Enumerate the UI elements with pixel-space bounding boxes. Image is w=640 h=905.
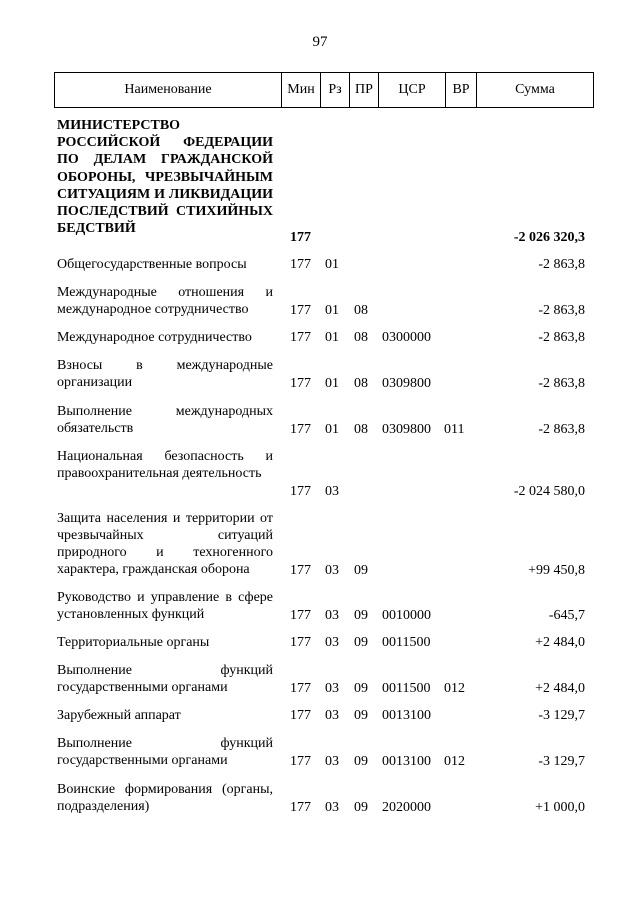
row-rz: 03 [325, 563, 339, 578]
table-row [0, 256, 640, 273]
table-row [0, 329, 640, 346]
row-pr: 09 [354, 708, 368, 723]
row-pr: 09 [354, 563, 368, 578]
row-name: Взносы в международные организации [57, 358, 273, 390]
row-sum: -2 863,8 [538, 376, 585, 391]
row-csr: 0010000 [382, 608, 431, 623]
row-csr: 0013100 [382, 708, 431, 723]
row-sum: +1 000,0 [535, 800, 585, 815]
row-rz: 01 [325, 376, 339, 391]
table-row [0, 735, 640, 770]
row-rz: 03 [325, 484, 339, 499]
row-name: МИНИСТЕРСТВО РОССИЙСКОЙ ФЕДЕРАЦИИ ПО ДЕЛАМ ГРАЖДАНСКОЙ ОБОРОНЫ, ЧРЕЗВЫЧАЙНЫМ СИТУАЦИЯМ И ЛИКВИДАЦИИ ПОСЛЕДСТВИЙ СТИХИЙНЫХ БЕДСТВИЙ [57, 118, 273, 237]
row-name: Международные отношения и международное сотрудничество [57, 285, 273, 317]
header-rz: Рз [321, 73, 350, 108]
row-vr: 011 [444, 422, 465, 437]
table-row [0, 707, 640, 724]
row-csr: 0011500 [382, 635, 431, 650]
row-rz: 03 [325, 800, 339, 815]
row-min: 177 [290, 376, 311, 391]
row-rz: 01 [325, 330, 339, 345]
row-sum: -2 863,8 [538, 330, 585, 345]
row-pr: 09 [354, 608, 368, 623]
header-name: Наименование [55, 73, 282, 108]
row-rz: 03 [325, 708, 339, 723]
row-name: Зарубежный аппарат [57, 708, 181, 723]
row-rz: 03 [325, 635, 339, 650]
table-header [54, 72, 594, 108]
row-name: Международное сотрудничество [57, 330, 252, 345]
row-min: 177 [290, 230, 311, 245]
row-sum: -2 863,8 [538, 257, 585, 272]
row-sum: -2 024 580,0 [513, 484, 585, 499]
table-row [0, 510, 640, 579]
row-rz: 03 [325, 681, 339, 696]
row-rz: 03 [325, 754, 339, 769]
header-sum: Сумма [477, 73, 594, 108]
header-pr: ПР [350, 73, 379, 108]
table-row [0, 448, 640, 500]
table-row [0, 117, 640, 246]
row-min: 177 [290, 635, 311, 650]
table-row [0, 589, 640, 624]
row-sum: -2 863,8 [538, 303, 585, 318]
row-name: Выполнение функций государственными органами [57, 736, 273, 768]
row-sum: -3 129,7 [538, 708, 585, 723]
row-sum: +99 450,8 [528, 563, 585, 578]
row-csr: 0013100 [382, 754, 431, 769]
row-sum: +2 484,0 [535, 635, 585, 650]
row-csr: 0309800 [382, 422, 431, 437]
row-csr: 2020000 [382, 800, 431, 815]
row-name: Территориальные органы [57, 635, 210, 650]
table-row [0, 403, 640, 438]
page-number: 97 [312, 34, 328, 50]
row-pr: 09 [354, 635, 368, 650]
row-pr: 08 [354, 330, 368, 345]
row-sum: -3 129,7 [538, 754, 585, 769]
row-vr: 012 [444, 754, 465, 769]
row-min: 177 [290, 681, 311, 696]
row-pr: 09 [354, 754, 368, 769]
row-min: 177 [290, 608, 311, 623]
row-min: 177 [290, 257, 311, 272]
row-min: 177 [290, 422, 311, 437]
row-rz: 01 [325, 303, 339, 318]
row-csr: 0309800 [382, 376, 431, 391]
row-min: 177 [290, 708, 311, 723]
row-csr: 0011500 [382, 681, 431, 696]
row-pr: 09 [354, 681, 368, 696]
row-sum: -2 863,8 [538, 422, 585, 437]
row-rz: 03 [325, 608, 339, 623]
row-sum: -2 026 320,3 [513, 230, 585, 245]
row-sum: -645,7 [548, 608, 585, 623]
row-sum: +2 484,0 [535, 681, 585, 696]
table-row [0, 662, 640, 697]
header-vr: ВР [446, 73, 477, 108]
row-min: 177 [290, 754, 311, 769]
row-pr: 08 [354, 422, 368, 437]
row-name: Выполнение международных обязательств [57, 404, 273, 436]
row-rz: 01 [325, 257, 339, 272]
row-csr: 0300000 [382, 330, 431, 345]
row-name: Национальная безопасность и правоохранительная деятельность [57, 449, 273, 481]
table-row [0, 284, 640, 319]
row-min: 177 [290, 330, 311, 345]
row-min: 177 [290, 484, 311, 499]
table-row [0, 781, 640, 816]
row-name: Выполнение функций государственными органами [57, 663, 273, 695]
header-min: Мин [282, 73, 321, 108]
row-min: 177 [290, 563, 311, 578]
row-pr: 08 [354, 376, 368, 391]
row-name: Воинские формирования (органы, подразделения) [57, 782, 273, 814]
row-min: 177 [290, 303, 311, 318]
table-row [0, 634, 640, 651]
row-vr: 012 [444, 681, 465, 696]
row-name: Защита населения и территории от чрезвычайных ситуаций природного и техногенного характера, гражданская оборона [57, 511, 273, 577]
header-csr: ЦСР [379, 73, 446, 108]
row-pr: 09 [354, 800, 368, 815]
table-row [0, 357, 640, 392]
row-name: Руководство и управление в сфере установленных функций [57, 590, 273, 622]
row-min: 177 [290, 800, 311, 815]
row-name: Общегосударственные вопросы [57, 257, 247, 272]
row-pr: 08 [354, 303, 368, 318]
row-rz: 01 [325, 422, 339, 437]
